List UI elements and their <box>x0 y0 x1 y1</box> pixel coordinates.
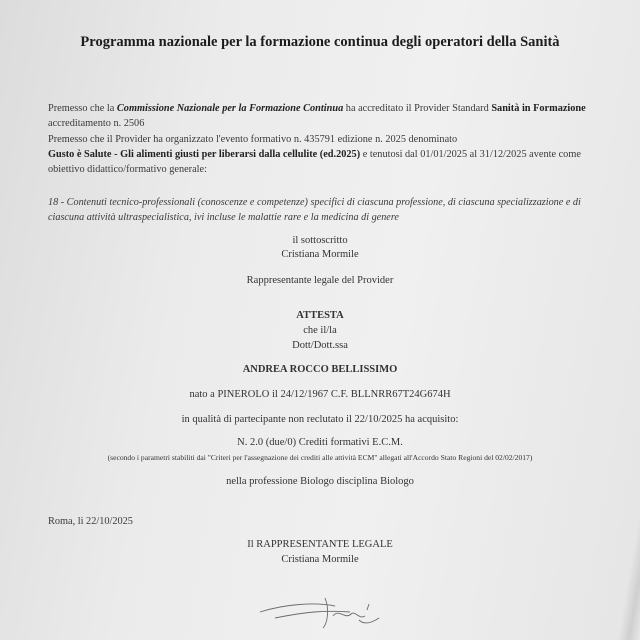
provider-name: Sanità in Formazione <box>491 103 586 114</box>
signature <box>255 590 385 635</box>
place-date: Roma, li 22/10/2025 <box>48 516 133 527</box>
che-label: che il/la <box>303 325 337 336</box>
legal-rep-label: Il RAPPRESENTANTE LEGALE <box>247 539 393 550</box>
premise-event <box>48 132 608 177</box>
objective: 18 - Contenuti tecnico-professionali (conoscenze e competenze) specifici di ciascuna professione, di ciascuna specializzazione e di ciascuna attività ultraspecialistica, ivi incluse le malattie rare e la medicina di genere <box>48 197 581 223</box>
text: Premesso che la <box>48 103 117 114</box>
profession: nella professione Biologo disciplina Biologo <box>226 476 414 487</box>
criteria-note: (secondo i parametri stabiliti dai "Criteri per l'assegnazione dei crediti alle attività ECM" allegati all'Accordo Stato Regioni del 02/02/2017) <box>107 453 533 462</box>
text: ha accreditato il Provider Standard <box>343 103 492 114</box>
legal-rep-name: Cristiana Mormile <box>281 554 359 565</box>
text: Premesso che il Provider ha organizzato l'evento formativo n. 435791 edizione n. 2025 denominato <box>48 134 458 145</box>
credits: N. 2.0 (due/0) Crediti formativi E.C.M. <box>237 437 403 448</box>
signer-role: Rappresentante legale del Provider <box>246 275 394 286</box>
attesta-heading: ATTESTA <box>296 310 344 321</box>
signer-name: Cristiana Mormile <box>281 249 359 260</box>
event-name: Gusto è Salute - Gli alimenti giusti per liberarsi dalla cellulite (ed.2025) <box>48 149 361 160</box>
undersigned-label: il sottoscritto <box>292 235 348 246</box>
birth-info: nato a PINEROLO il 24/12/1967 C.F. BLLNRR67T24G674H <box>189 389 451 400</box>
participant-name: ANDREA ROCCO BELLISSIMO <box>242 364 398 375</box>
title-label: Dott/Dott.ssa <box>292 340 348 351</box>
commission-name: Commissione Nazionale per la Formazione Continua <box>116 103 344 114</box>
text: accreditamento n. 2506 <box>48 118 145 129</box>
premise-accreditation <box>48 101 608 131</box>
text: e tenutosi dal 01/01/2025 al 31/12/2025 avente come obiettivo didattico/formativo generale: <box>48 149 581 175</box>
document-title: Programma nazionale per la formazione continua degli operatori della Sanità <box>80 34 560 50</box>
participation-info: in qualità di partecipante non reclutato il 22/10/2025 ha acquisito: <box>181 414 459 425</box>
